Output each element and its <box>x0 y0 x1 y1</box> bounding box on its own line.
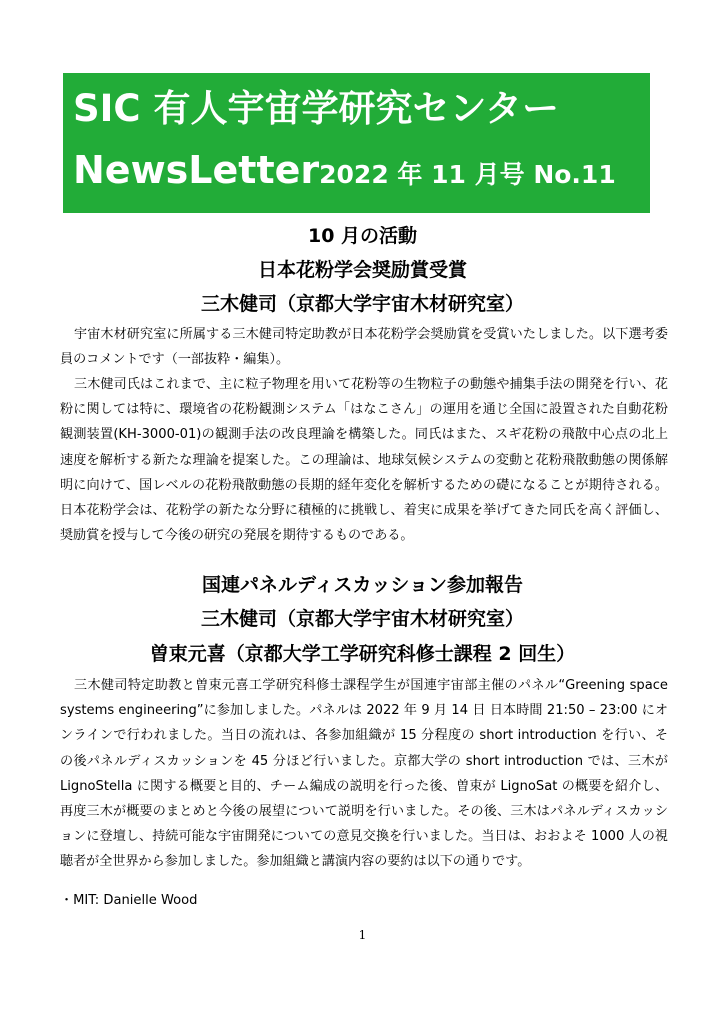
panel-person-2: 曽束元喜（京都大学工学研究科修士課程 2 回生） <box>149 643 576 665</box>
award-person: 三木健司（京都大学宇宙木材研究室） <box>200 293 524 315</box>
panel-report-paragraph: 三木健司特定助教と曽束元喜工学研究科修士課程学生が国連宇宙部主催のパネル“Greening space systems engineering”に参加しました。パネルは 2022 年 9 月 14 日 日本時間 21:50 – 23:00 にオンラインで行われました。当日の流れは、各参加組織が 15 分程度の short introduction を行い、その後パネルディスカッションを 45 分ほど行いました。京都大学の short introduction では、三木が LignoStella に関する概要と目的、チーム編成の説明を行った後、曽束が LignoSat の概要を紹介し、再度三木が概要のまとめと今後の展望について説明を行いました。その後、三木はパネルディスカッションに登壇し、持続可能な宇宙開発についての意見交換を行いました。当日は、おおよそ 1000 人の視聴者が全世界から参加しました。参加組織と講演内容の要約は以下の通りです。 <box>60 678 668 870</box>
panel-report-title: 国連パネルディスカッション参加報告 <box>202 574 523 596</box>
banner-newsletter-label: NewsLetter <box>73 148 320 192</box>
newsletter-banner <box>63 73 650 213</box>
award-comment-paragraph: 三木健司氏はこれまで、主に粒子物理を用いて花粉等の生物粒子の動態や捕集手法の開発を行い、花粉に関しては特に、環境省の花粉観測システム「はなこさん」の運用を通じ全国に設置された自動花粉観測装置(KH-3000-01)の観測手法の改良理論を構築した。同氏はまた、スギ花粉の飛散中心点の北上速度を解析する新たな理論を提案した。この理論は、地球気候システムの変動と花粉飛散動態の関係解明に向けて、国レベルの花粉飛散動態の長期的経年変化を解析するための礎になることが期待される。日本花粉学会は、花粉学の新たな分野に積極的に挑戦し、着実に成果を挙げてきた同氏を高く評価し、奨励賞を授与して今後の研究の発展を期待するものである。 <box>60 377 668 544</box>
panel-person-1: 三木健司（京都大学宇宙木材研究室） <box>200 608 524 630</box>
award-intro-paragraph: 宇宙木材研究室に所属する三木健司特定助教が日本花粉学会奨励賞を受賞いたしました。以下選考委員のコメントです（一部抜粋・編集）。 <box>60 327 668 368</box>
banner-issue-number: 2022 年 11 月号 No.11 <box>319 160 616 189</box>
banner-issue-line <box>73 139 650 209</box>
page-number: 1 <box>358 928 367 942</box>
section-title-activities: 10 月の活動 <box>307 225 418 247</box>
award-title: 日本花粉学会奨励賞受賞 <box>257 259 467 281</box>
banner-title: SIC 有人宇宙学研究センター <box>73 87 559 130</box>
participant-list-item: ・MIT: Danielle Wood <box>60 893 198 908</box>
